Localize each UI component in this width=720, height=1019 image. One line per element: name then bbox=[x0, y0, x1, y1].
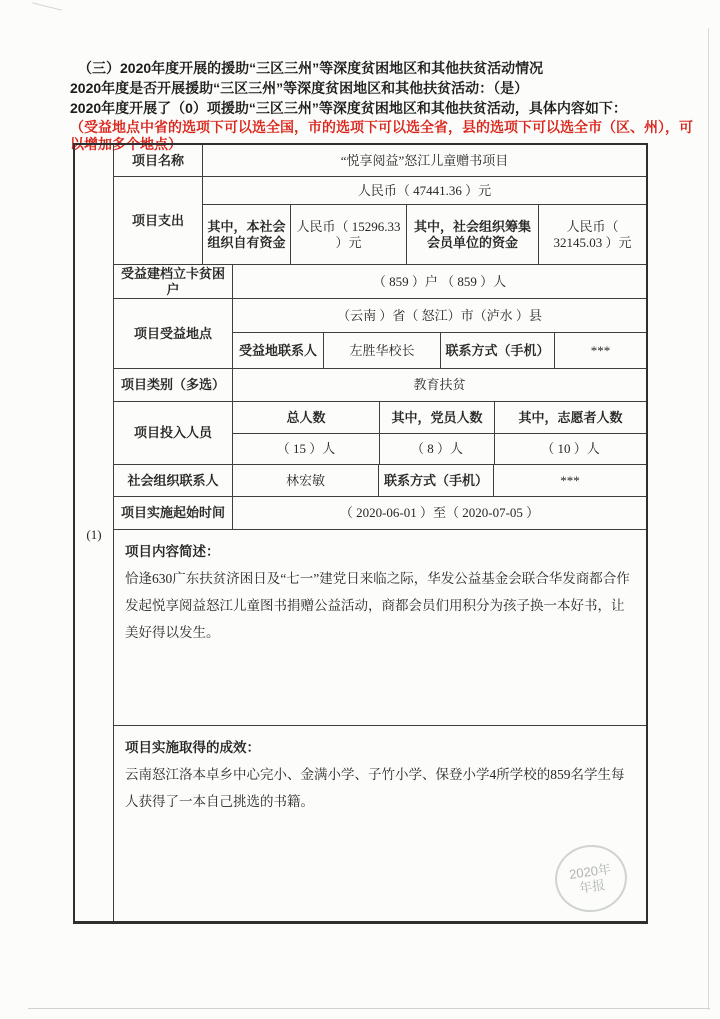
label-expenditure: 项目支出 bbox=[131, 212, 184, 228]
value-org-contact-name: 林宏敏 bbox=[232, 465, 378, 496]
row-index: (1) bbox=[86, 527, 102, 542]
section-header bbox=[70, 58, 696, 152]
label-poor-households: 受益建档立卡贫困户 bbox=[120, 265, 225, 297]
value-own-fund: 人民币（ 15296.33 ）元 bbox=[290, 205, 406, 264]
row-location bbox=[114, 299, 646, 369]
stamp-label: 年报 bbox=[578, 876, 606, 896]
value-location-contact: 左胜华校长 bbox=[323, 333, 440, 368]
summary-title: 项目内容简述： bbox=[125, 544, 220, 559]
location-stack bbox=[232, 299, 646, 368]
row-personnel bbox=[114, 402, 646, 465]
label-member-fund: 其中，社会组织筹集会员单位的资金 bbox=[406, 205, 538, 264]
label-own-fund: 其中，本社会组织自有资金 bbox=[207, 218, 286, 250]
row-expenditure bbox=[114, 177, 646, 265]
value-volunteers: （ 10 ）人 bbox=[494, 434, 646, 464]
location-value-row bbox=[233, 299, 646, 333]
section-title: （三）2020年度开展的援助“三区三州”等深度贫困地区和其他扶贫活动情况 bbox=[78, 60, 544, 76]
value-member-fund: 人民币（ 32145.03 ）元 bbox=[538, 205, 646, 264]
scan-edge-bottom bbox=[28, 1008, 710, 1009]
label-location: 项目受益地点 bbox=[133, 325, 212, 341]
label-org-contact: 社会组织联系人 bbox=[127, 472, 219, 488]
row-duration bbox=[114, 497, 646, 530]
summary-text: 恰逢630广东扶贫济困日及“七一”建党日来临之际，华发公益基金会联合华发商都合作发起悦享阅益怒江儿童图书捐赠公益活动，商都会员们用积分为孩子换一本好书，让美好得以发生。 bbox=[125, 571, 630, 640]
value-party-members: （ 8 ）人 bbox=[379, 434, 494, 464]
location-contact-row bbox=[233, 333, 646, 368]
value-org-contact-phone: *** bbox=[493, 465, 646, 496]
achievement-title: 项目实施取得的成效： bbox=[125, 740, 260, 755]
expenditure-total-row bbox=[203, 177, 646, 205]
row-poor-households bbox=[114, 265, 646, 299]
personnel-header-row bbox=[233, 402, 646, 434]
personnel-value-row bbox=[233, 434, 646, 464]
value-poor-households: （ 859 ）户 （ 859 ）人 bbox=[232, 265, 646, 298]
row-achievement bbox=[114, 726, 646, 921]
row-project-name bbox=[114, 145, 646, 177]
value-expenditure-total: 人民币（ 47441.36 ）元 bbox=[357, 182, 492, 198]
achievement-text: 云南怒江洛本卓乡中心完小、金满小学、子竹小学、保登小学4所学校的859名学生每人获得了一本自己挑选的书籍。 bbox=[125, 767, 625, 809]
label-duration: 项目实施起始时间 bbox=[120, 505, 225, 520]
header-party-members: 其中，党员人数 bbox=[379, 402, 494, 433]
label-category: 项目类别（多选） bbox=[120, 377, 225, 392]
project-detail-table bbox=[73, 143, 648, 924]
value-duration: （ 2020-06-01 ）至（ 2020-07-05 ） bbox=[232, 497, 646, 529]
table-grid bbox=[114, 145, 646, 921]
label-org-contact-phone: 联系方式（手机） bbox=[378, 465, 493, 496]
expenditure-stack bbox=[202, 177, 646, 264]
label-personnel: 项目投入人员 bbox=[133, 425, 212, 440]
row-index-cell bbox=[75, 145, 114, 921]
value-location-phone: *** bbox=[554, 333, 646, 368]
value-project-name: “悦享阅益”怒江儿童赠书项目 bbox=[202, 145, 646, 176]
scan-corner-mark bbox=[32, 2, 61, 10]
header-line-2: 2020年度是否开展援助“三区三州”等深度贫困地区和其他扶贫活动：（是） bbox=[70, 80, 529, 96]
label-project-name: 项目名称 bbox=[131, 152, 184, 168]
personnel-stack bbox=[232, 402, 646, 464]
row-summary bbox=[114, 530, 646, 726]
label-location-phone: 联系方式（手机） bbox=[440, 333, 554, 368]
achievement-cell bbox=[114, 726, 646, 921]
expenditure-breakdown-row bbox=[203, 205, 646, 264]
value-category: 教育扶贫 bbox=[232, 369, 646, 401]
row-category bbox=[114, 369, 646, 402]
header-volunteers: 其中，志愿者人数 bbox=[494, 402, 646, 433]
label-location-contact: 受益地联系人 bbox=[238, 342, 317, 358]
header-line-3: 2020年度开展了（0）项援助“三区三州”等深度贫困地区和其他扶贫活动，具体内容如下： bbox=[70, 100, 627, 116]
row-org-contact bbox=[114, 465, 646, 497]
value-total-people: （ 15 ）人 bbox=[276, 441, 336, 456]
scan-edge-right bbox=[708, 28, 709, 1010]
summary-cell bbox=[114, 530, 646, 725]
stamp-year: 2020年 bbox=[568, 860, 612, 882]
header-note-red: （受益地点中省的选项下可以选全国，市的选项下可以选全省，县的选项下可以选全市（区、州），可以增加多个地点） bbox=[70, 119, 693, 152]
header-total-people: 总人数 bbox=[286, 409, 326, 425]
value-location: （云南 ）省（ 怒江）市（泸水 ）县 bbox=[337, 307, 542, 323]
